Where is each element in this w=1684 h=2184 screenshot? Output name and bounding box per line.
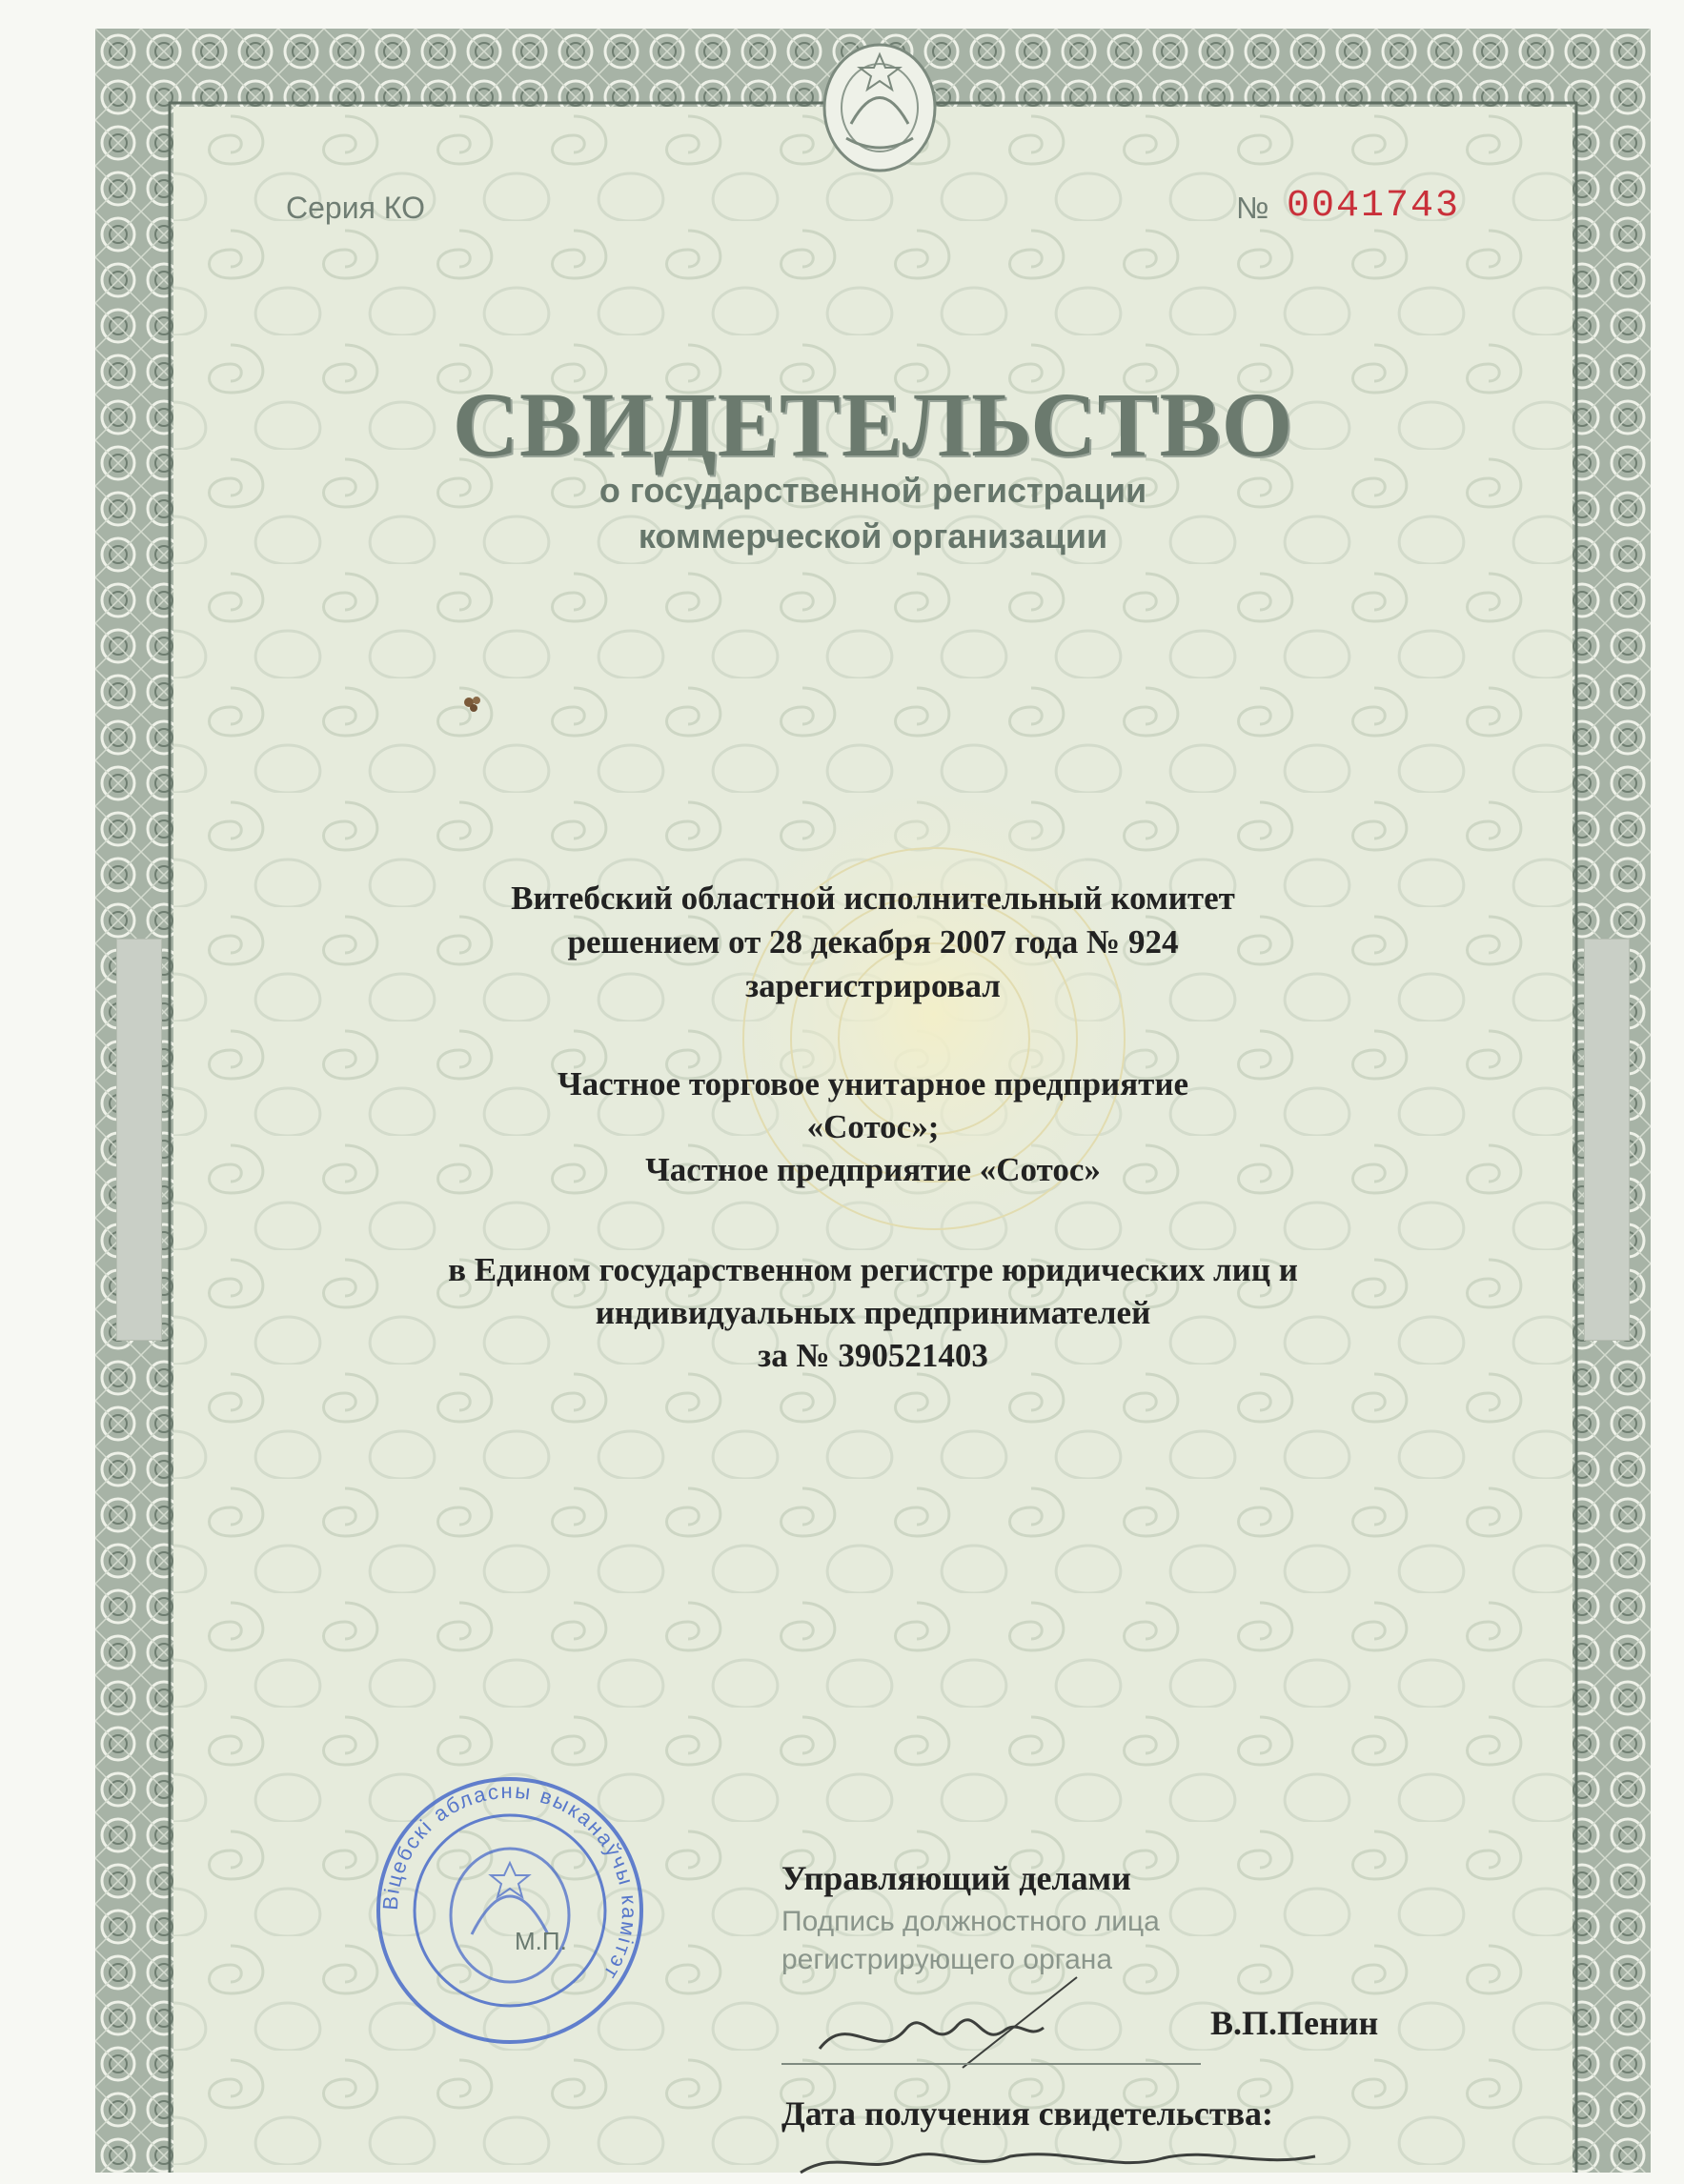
- org-full-name-1: Частное торговое унитарное предприятие: [557, 1065, 1189, 1102]
- signer-position: Управляющий делами: [781, 1859, 1131, 1897]
- decision-line: решением от 28 декабря 2007 года № 924: [567, 923, 1179, 961]
- certificate-number: 0041743: [1287, 185, 1461, 228]
- authority-line: Витебский областной исполнительный комитет: [511, 880, 1235, 917]
- register-line-1: в Едином государственном регистре юридических лиц и: [448, 1251, 1298, 1288]
- signature-hint-2: регистрирующего органа: [781, 1944, 1113, 1975]
- signer-name: В.П.Пенин: [1210, 2004, 1379, 2042]
- handwritten-signature: [791, 1972, 1153, 2077]
- register-number: за № 390521403: [758, 1337, 988, 1374]
- registered-line: зарегистрировал: [745, 967, 1001, 1004]
- ink-stain: [459, 691, 486, 718]
- stamp-text: Віцебскі абласны выканаўчы камітэт: [377, 1778, 642, 1985]
- certificate-sheet: [95, 29, 1651, 2173]
- stamp-place-mark: М.П.: [515, 1927, 567, 1955]
- signature-line: [781, 2063, 1201, 2065]
- register-line-2: индивидуальных предпринимателей: [595, 1294, 1151, 1331]
- series-label: Серия КО: [286, 191, 425, 225]
- signature-hint-1: Подпись должностного лица: [781, 1906, 1160, 1937]
- security-rosette: [705, 791, 1163, 1286]
- org-short-name: Частное предприятие «Сотос»: [645, 1151, 1101, 1188]
- org-full-name-2: «Сотос»;: [806, 1108, 940, 1145]
- certificate-title: СВИДЕТЕЛЬСТВО: [452, 374, 1294, 475]
- official-stamp-icon: [372, 1772, 648, 2049]
- handwritten-date: [781, 2139, 1468, 2177]
- subtitle-line-1: о государственной регистрации: [599, 471, 1147, 510]
- issue-date-label: Дата получения свидетельства:: [781, 2094, 1274, 2133]
- number-label: №: [1236, 191, 1269, 225]
- coat-of-arms-icon: [818, 33, 942, 176]
- subtitle-line-2: коммерческой организации: [638, 516, 1108, 556]
